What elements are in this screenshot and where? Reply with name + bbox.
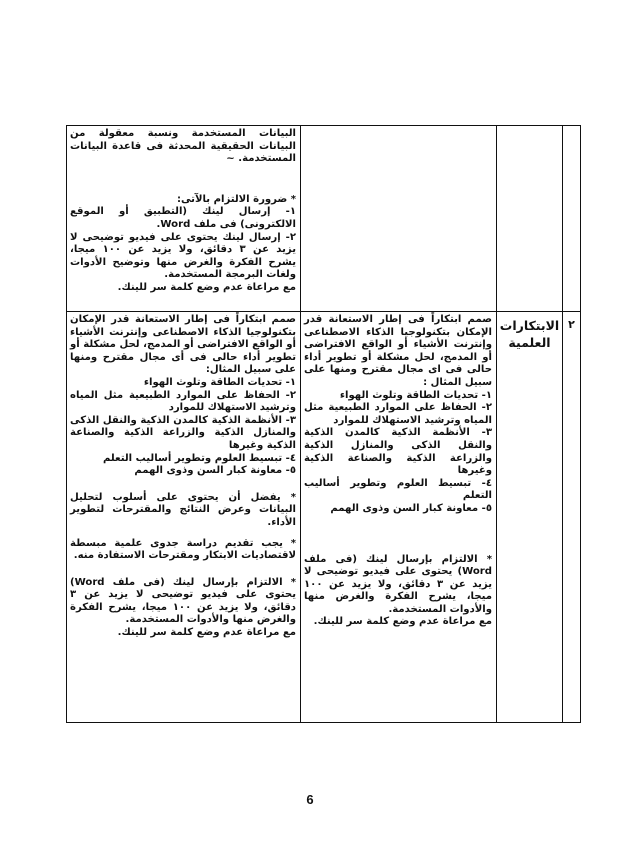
list-item: ٣- الأنظمة الذكية كالمدن الذكية والنقل الذكى والمنازل الذكية والزراعة الذكية والصناعة الذكية وغيرها: [304, 427, 492, 477]
requirements-intro: صمم ابتكاراً فى إطار الاستعانة قدر الإمكان بتكنولوجيا الذكاء الاصطناعى وإنترنت الأشياء أو الواقع الافتراضى أو المدمج، لحل مشكلة أو تطوير أداء حالى فى أى مجال مقترح ومنها على سبيل المثال:: [70, 314, 296, 376]
feasibility-note: * يجب تقديم دراسة جدوى علمية مبسطة لاقتصاديات الابتكار ومقترحات الاستفادة منه.: [70, 537, 296, 562]
data-sentence: البيانات المستخدمة ونسبة معقولة من البيانات الحقيقية المحدثة فى قاعدة البيانات المستخدمة. ~: [70, 128, 296, 165]
description-cell: [301, 312, 497, 723]
page-number: 6: [306, 792, 314, 807]
row-number: ٢: [568, 318, 575, 331]
title-cell: [497, 312, 563, 723]
table-row: [67, 312, 581, 723]
list-item: ٤- تبسيط العلوم وتطوير أساليب التعلم: [304, 477, 492, 502]
number-cell: [563, 126, 581, 312]
description-cell: [301, 126, 497, 312]
password-note: مع مراعاة عدم وضع كلمة سر للينك.: [313, 616, 492, 628]
password-note: مع مراعاة عدم وضع كلمة سر للينك.: [117, 627, 296, 639]
category-title: الابتكارات العلمية: [499, 318, 560, 350]
list-item: ١- تحديات الطاقة وتلوث الهواء: [339, 389, 492, 401]
requirements-cell: [67, 312, 301, 723]
list-item: ٢- الحفاظ على الموارد الطبيعية مثل المياه وترشيد الاستهلاك للموارد: [304, 402, 492, 426]
password-note: مع مراعاة عدم وضع كلمة سر للينك.: [117, 281, 296, 293]
title-cell: [497, 126, 563, 312]
list-item: ٤- تبسيط العلوم وتطوير أساليب التعلم: [102, 452, 296, 464]
requirement-item: ٢- إرسال لينك يحتوى على فيديو توضيحى لا يزيد عن ٣ دقائق، ولا يزيد عن ١٠٠ ميجا، يشرح الفكرة والغرض منها وتوضيح الأدوات ولغات البرمجة المستخدمة.: [70, 231, 296, 281]
number-cell: [563, 312, 581, 723]
list-item: ٥- معاونة كبار السن وذوى الهمم: [134, 465, 296, 477]
list-item: ١- تحديات الطاقة وتلوث الهواء: [143, 376, 296, 388]
requirements-cell: [67, 126, 301, 312]
submission-note: * الالتزام بإرسال لينك (فى ملف Word) يحتوى على فيديو توضيحى لا يزيد عن ٣ دقائق، ولا يزيد عن ١٠٠ ميجا، يشرح الفكرة والغرض منها والأدوات المستخدمة.: [304, 553, 492, 615]
table-row: [67, 126, 581, 312]
list-item: ٣- الأنظمة الذكية كالمدن الذكية والنقل الذكى والمنازل الذكية والزراعة الذكية والصناعة الذكية وغيرها: [70, 414, 296, 451]
competition-table: [66, 125, 581, 723]
obligation-heading: * ضرورة الالتزام بالآتى:: [176, 193, 296, 205]
list-item: ٢- الحفاظ على الموارد الطبيعية مثل المياه وترشيد الاستهلاك للموارد: [70, 389, 296, 414]
requirement-item: ١- إرسال لينك (التطبيق أو الموقع الالكترونى) فى ملف Word.: [70, 206, 296, 230]
submission-note: * الالتزام بإرسال لينك (فى ملف Word) يحتوى على فيديو توضيحى لا يزيد عن ٣ دقائق، ولا يزيد عن ١٠٠ ميجا، يشرح الفكرة والغرض منها والأدوات المستخدمة.: [70, 576, 296, 626]
description-intro: صمم ابتكاراً فى إطار الاستعانة قدر الإمكان بتكنولوجيا الذكاء الاصطناعى وإنترنت الأشياء أو الواقع الافتراضى أو المدمج، لحل مشكلة أو تطوير أداء حالى فى اى مجال مقترح ومنها على سبيل المثال :: [304, 314, 492, 388]
analysis-note: * يفضل أن يحتوى على أسلوب لتحليل البيانات وعرض النتائج والمقترحات لتطوير الأداء.: [70, 491, 296, 528]
list-item: ٥- معاونة كبار السن وذوى الهمم: [330, 502, 492, 514]
